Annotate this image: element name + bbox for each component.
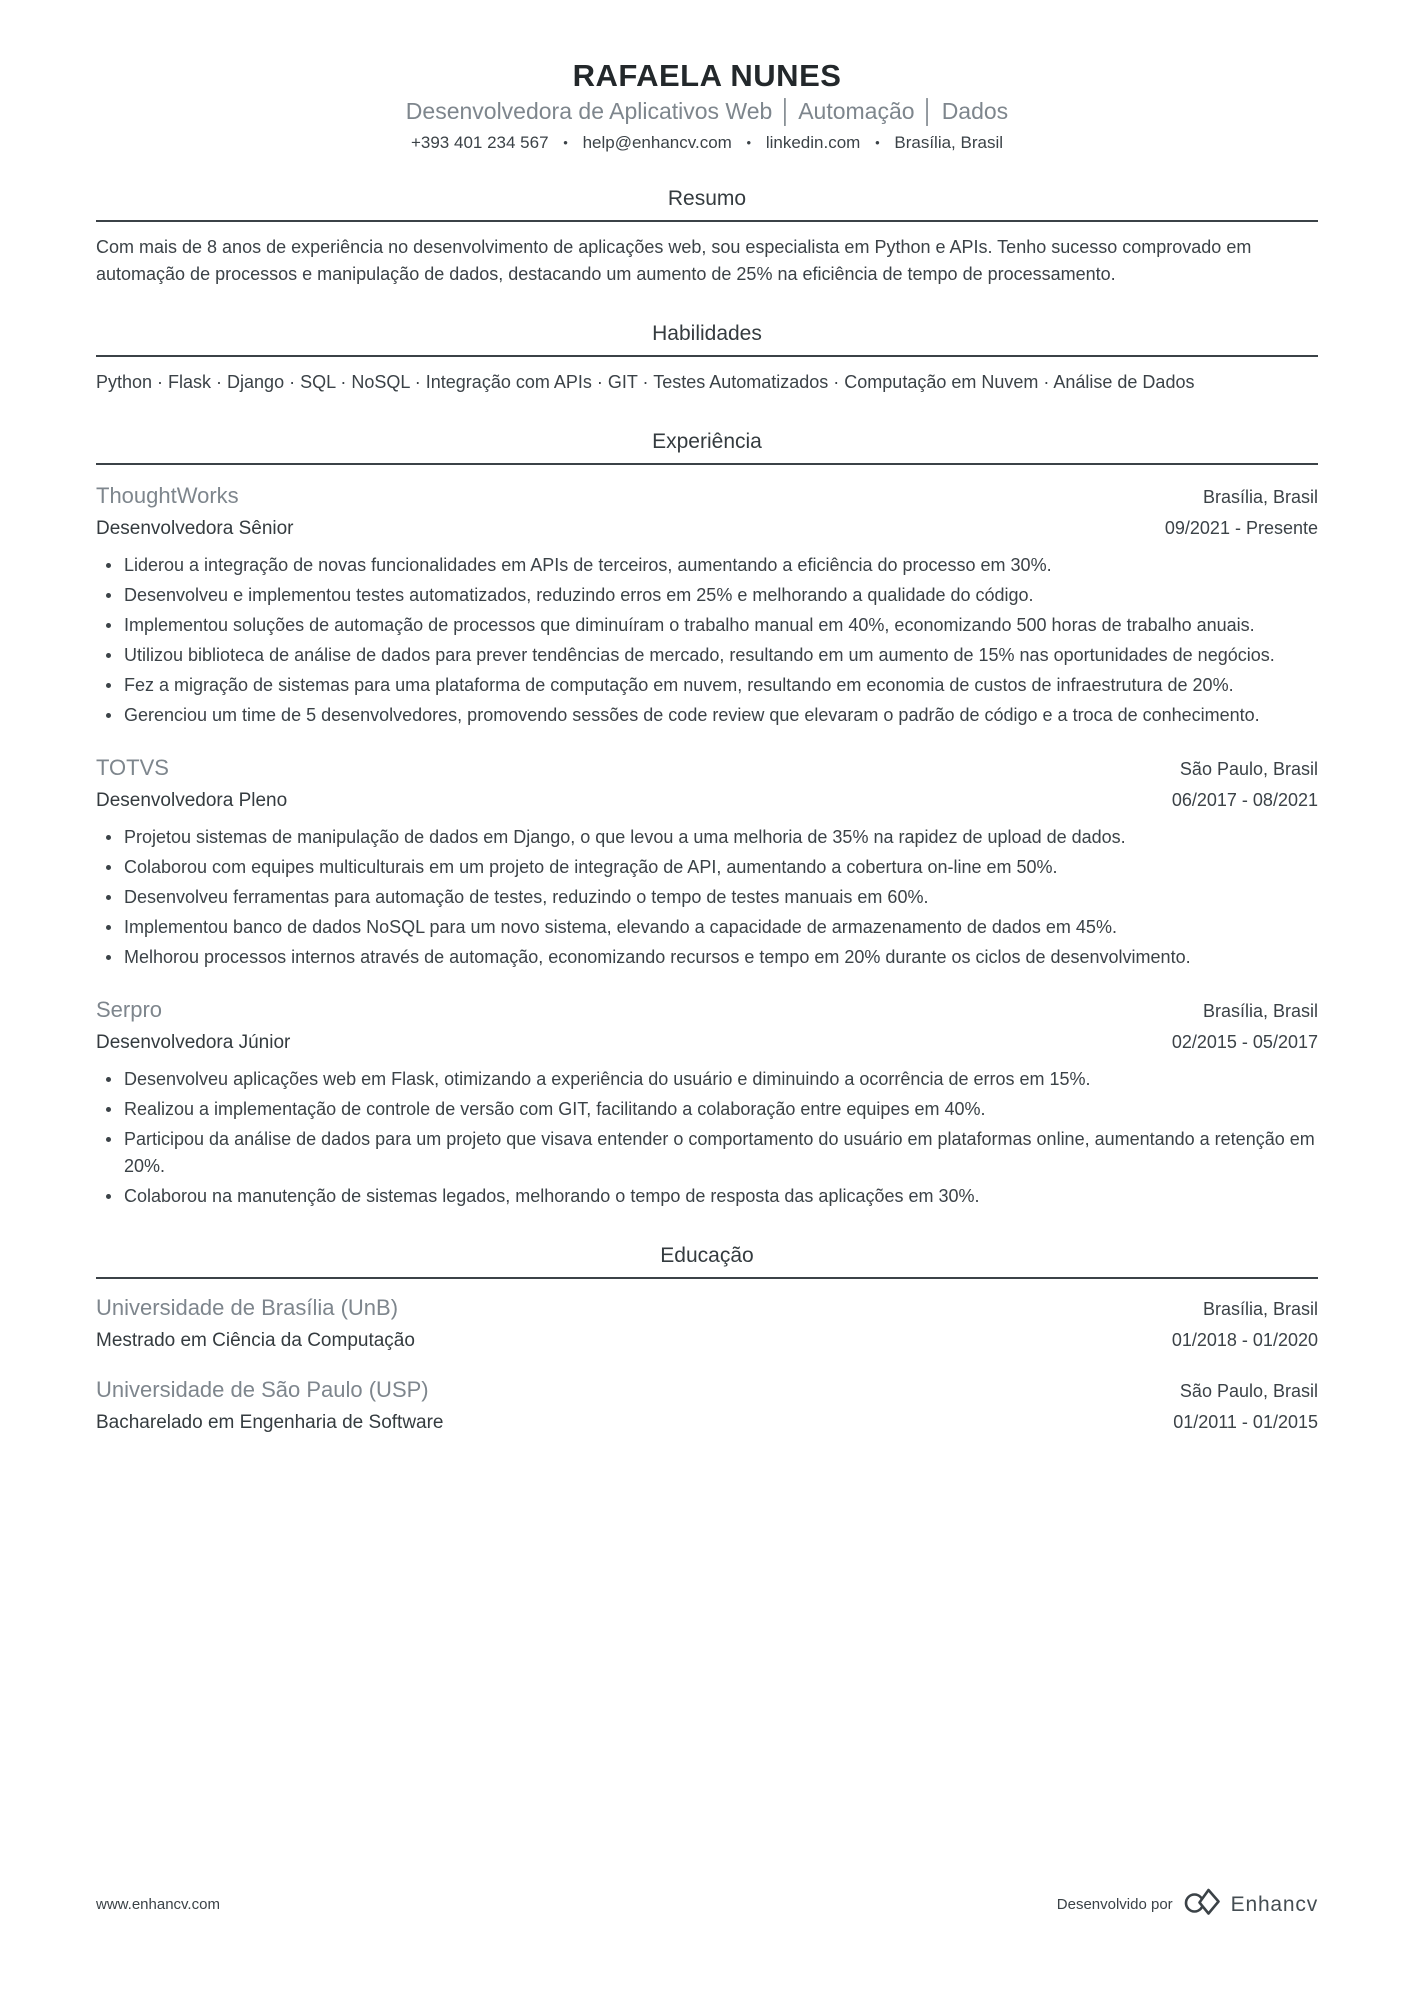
section-divider bbox=[96, 355, 1318, 357]
contact-row bbox=[96, 133, 1318, 153]
experience-entry bbox=[96, 995, 1318, 1210]
achievement-list bbox=[96, 1066, 1318, 1210]
achievement-list bbox=[96, 552, 1318, 729]
education-entry bbox=[96, 1375, 1318, 1437]
bullet-item: Realizou a implementação de controle de versão com GIT, facilitando a colaboração entre equipes em 40%. bbox=[104, 1096, 1318, 1123]
section-experience bbox=[96, 430, 1318, 1210]
contact-phone: +393 401 234 567 bbox=[410, 133, 549, 152]
summary-heading: Resumo bbox=[667, 187, 747, 210]
job-title: Desenvolvedora Júnior bbox=[96, 1032, 291, 1053]
footer-credit bbox=[1057, 1886, 1318, 1923]
school-name: Universidade de Brasília (UnB) bbox=[96, 1295, 399, 1320]
section-divider bbox=[96, 1277, 1318, 1279]
section-education bbox=[96, 1244, 1318, 1437]
page-footer bbox=[96, 1886, 1318, 1923]
section-divider bbox=[96, 463, 1318, 465]
section-divider bbox=[96, 220, 1318, 222]
footer-website: www.enhancv.com bbox=[96, 1896, 220, 1913]
company-name: Serpro bbox=[96, 997, 163, 1022]
section-summary bbox=[96, 187, 1318, 288]
company-location: Brasília, Brasil bbox=[1202, 1001, 1318, 1021]
school-location: Brasília, Brasil bbox=[1202, 1299, 1318, 1319]
degree-name: Mestrado em Ciência da Computação bbox=[96, 1330, 415, 1351]
company-name: ThoughtWorks bbox=[96, 483, 239, 508]
company-location: Brasília, Brasil bbox=[1202, 487, 1318, 507]
section-skills bbox=[96, 322, 1318, 396]
bullet-item: Utilizou biblioteca de análise de dados para prever tendências de mercado, resultando em um aumento de 15% nas oportunidades de negócios. bbox=[104, 642, 1318, 669]
company-name: TOTVS bbox=[96, 755, 169, 780]
enhancv-logo-icon bbox=[1183, 1886, 1221, 1923]
contact-separator: • bbox=[746, 135, 752, 150]
contact-location: Brasília, Brasil bbox=[894, 133, 1004, 152]
skills-heading: Habilidades bbox=[652, 322, 762, 345]
education-entry bbox=[96, 1293, 1318, 1355]
school-name: Universidade de São Paulo (USP) bbox=[96, 1377, 429, 1402]
job-title: Desenvolvedora Sênior bbox=[96, 518, 294, 539]
experience-entry bbox=[96, 481, 1318, 729]
contact-separator: • bbox=[563, 135, 568, 150]
job-dates: 02/2015 - 05/2017 bbox=[1171, 1032, 1318, 1052]
resume-header bbox=[96, 58, 1318, 153]
contact-email: help@enhancv.com bbox=[582, 133, 732, 152]
school-location: São Paulo, Brasil bbox=[1179, 1381, 1318, 1401]
bullet-item: Fez a migração de sistemas para uma plataforma de computação em nuvem, resultando em economia de custos de infraestrutura de 20%. bbox=[104, 672, 1318, 699]
bullet-item: Desenvolveu ferramentas para automação de testes, reduzindo o tempo de testes manuais em 60%. bbox=[104, 884, 1318, 911]
bullet-item: Projetou sistemas de manipulação de dados em Django, o que levou a uma melhoria de 35% na rapidez de upload de dados. bbox=[104, 824, 1318, 851]
bullet-item: Colaborou na manutenção de sistemas legados, melhorando o tempo de resposta das aplicações em 30%. bbox=[104, 1183, 1318, 1210]
bullet-item: Implementou soluções de automação de processos que diminuíram o trabalho manual em 40%, economizando 500 horas de trabalho anuais. bbox=[104, 612, 1318, 639]
experience-entry bbox=[96, 753, 1318, 971]
contact-separator: • bbox=[875, 135, 880, 150]
job-title: Desenvolvedora Pleno bbox=[96, 790, 288, 811]
enhancv-wordmark: Enhancv bbox=[1230, 1892, 1318, 1916]
degree-dates: 01/2011 - 01/2015 bbox=[1173, 1412, 1318, 1432]
person-headline: Desenvolvedora de Aplicativos Web │ Automação │ Dados bbox=[405, 98, 1009, 124]
education-heading: Educação bbox=[660, 1244, 754, 1267]
bullet-item: Colaborou com equipes multiculturais em um projeto de integração de API, aumentando a cobertura on-line em 50%. bbox=[104, 854, 1318, 881]
footer-credit-text: Desenvolvido por bbox=[1056, 1896, 1173, 1913]
company-location: São Paulo, Brasil bbox=[1179, 759, 1318, 779]
experience-heading: Experiência bbox=[652, 430, 762, 453]
bullet-item: Desenvolveu e implementou testes automatizados, reduzindo erros em 25% e melhorando a qualidade do código. bbox=[104, 582, 1318, 609]
achievement-list bbox=[96, 824, 1318, 971]
bullet-item: Implementou banco de dados NoSQL para um novo sistema, elevando a capacidade de armazenamento de dados em 45%. bbox=[104, 914, 1318, 941]
degree-name: Bacharelado em Engenharia de Software bbox=[96, 1412, 444, 1433]
job-dates: 06/2017 - 08/2021 bbox=[1171, 790, 1318, 810]
summary-text: Com mais de 8 anos de experiência no desenvolvimento de aplicações web, sou especialista em Python e APIs. Tenho sucesso comprovado em automação de processos e manipulação de dados, destacando um aumento de 25% na eficiência de tempo de processamento. bbox=[96, 237, 1252, 284]
skills-text: Python · Flask · Django · SQL · NoSQL · Integração com APIs · GIT · Testes Automatizados · Computação em Nuvem · Análise de Dados bbox=[96, 372, 1195, 392]
bullet-item: Liderou a integração de novas funcionalidades em APIs de terceiros, aumentando a eficiência do processo em 30%. bbox=[104, 552, 1318, 579]
bullet-item: Gerenciou um time de 5 desenvolvedores, promovendo sessões de code review que elevaram o padrão de código e a troca de conhecimento. bbox=[104, 702, 1318, 729]
bullet-item: Participou da análise de dados para um projeto que visava entender o comportamento do usuário em plataformas online, aumentando a retenção em 20%. bbox=[104, 1126, 1318, 1180]
contact-link: linkedin.com bbox=[765, 133, 861, 152]
degree-dates: 01/2018 - 01/2020 bbox=[1171, 1330, 1318, 1350]
bullet-item: Desenvolveu aplicações web em Flask, otimizando a experiência do usuário e diminuindo a ocorrência de erros em 15%. bbox=[104, 1066, 1318, 1093]
job-dates: 09/2021 - Presente bbox=[1164, 518, 1318, 538]
person-name: RAFAELA NUNES bbox=[572, 58, 842, 93]
bullet-item: Melhorou processos internos através de automação, economizando recursos e tempo em 20% durante os ciclos de desenvolvimento. bbox=[104, 944, 1318, 971]
